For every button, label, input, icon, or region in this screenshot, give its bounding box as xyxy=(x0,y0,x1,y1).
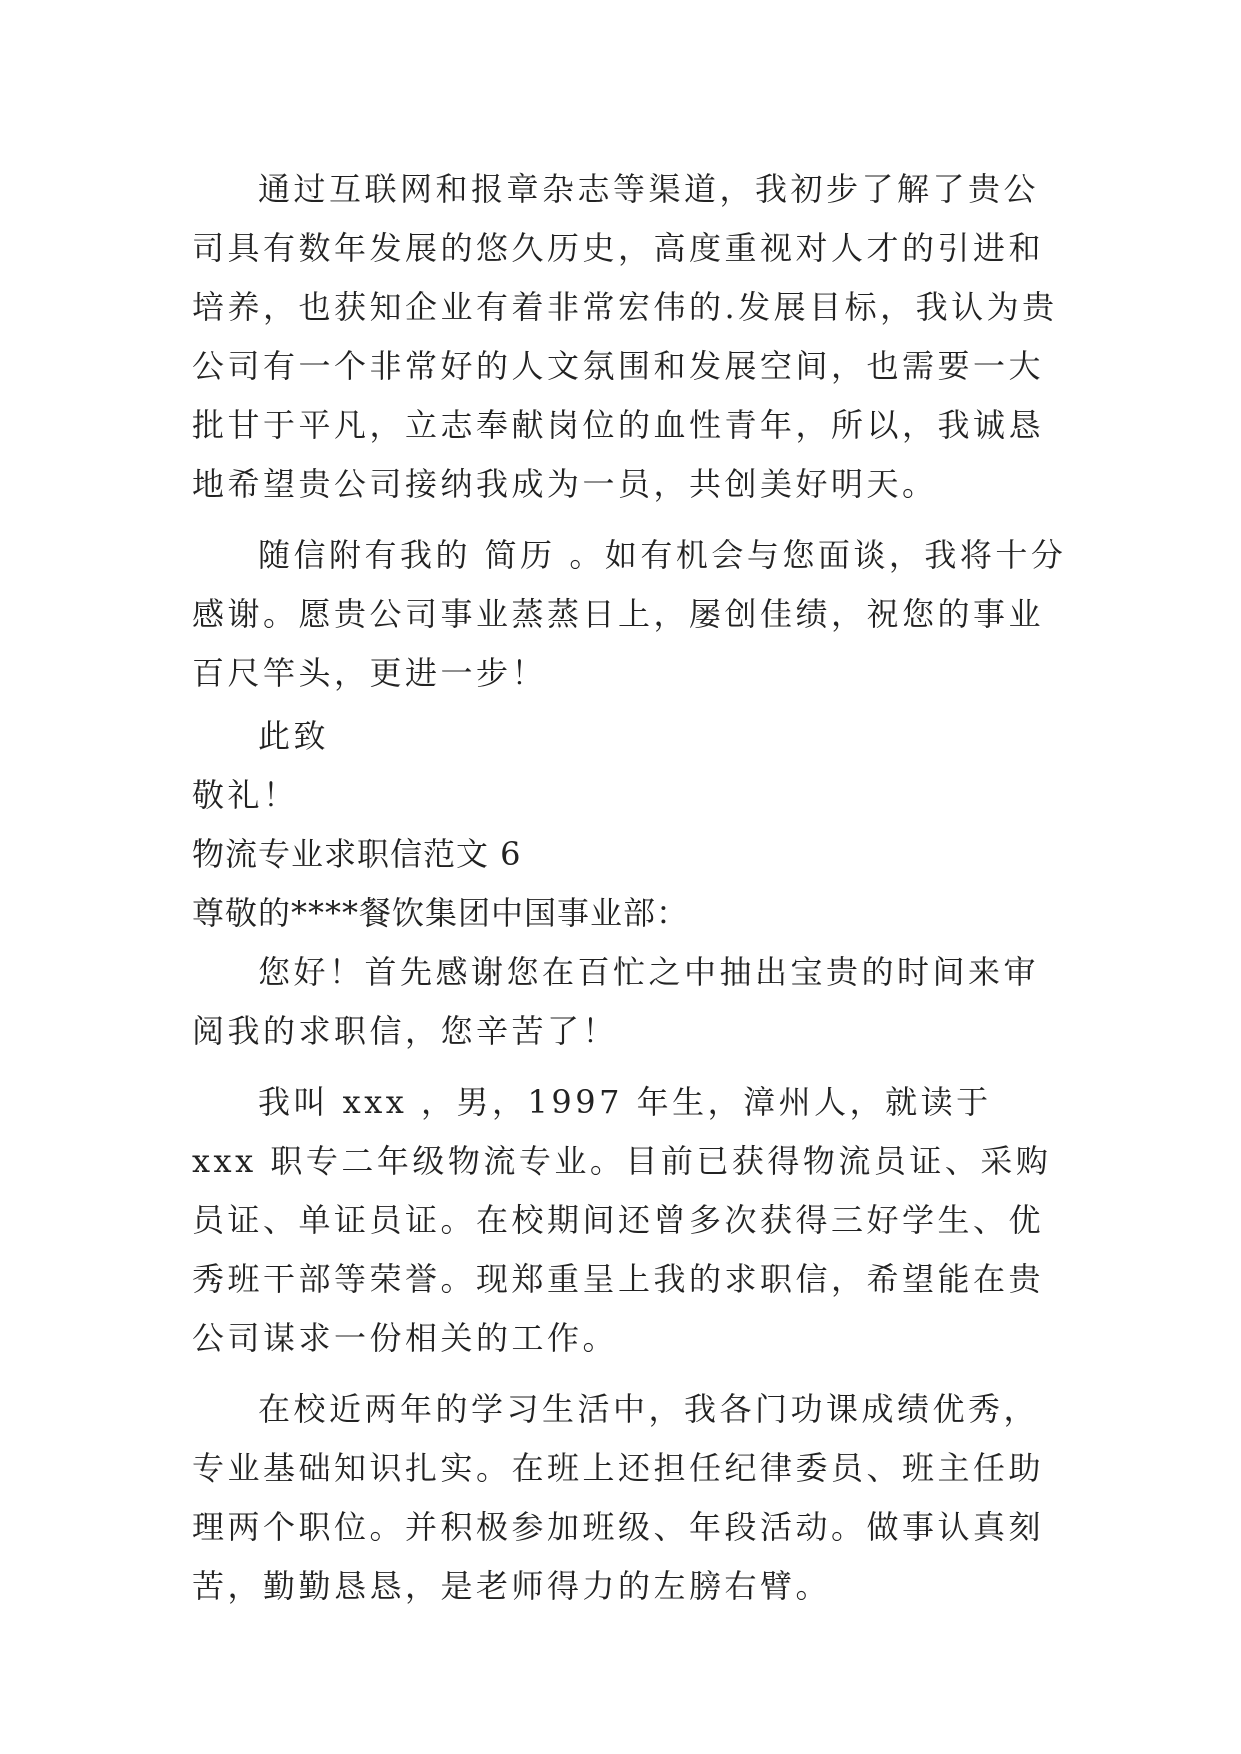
letter-recipient: 尊敬的****餐饮集团中国事业部： xyxy=(192,894,690,932)
document-body xyxy=(192,160,1067,1616)
closing-salutation: 此致 xyxy=(258,717,330,755)
closing-regards: 敬礼！ xyxy=(192,776,299,814)
paragraph-greeting: 您好！首先感谢您在百忙之中抽出宝贵的时间来审阅我的求职信，您辛苦了！ xyxy=(192,953,1040,1050)
section-title: 物流专业求职信范文 6 xyxy=(192,835,522,873)
paragraph-resume-attached: 随信附有我的 简历 。如有机会与您面谈，我将十分感谢。愿贵公司事业蒸蒸日上，屡创佳绩，祝您的事业百尺竿头，更进一步！ xyxy=(192,536,1067,692)
paragraph-company-intro: 通过互联网和报章杂志等渠道，我初步了解了贵公司具有数年发展的悠久历史，高度重视对人才的引进和培养，也获知企业有着非常宏伟的.发展目标，我认为贵公司有一个非常好的人文氛围和发展空间，也需要一大批甘于平凡，立志奉献岗位的血性青年，所以，我诚恳地希望贵公司接纳我成为一员，共创美好明天。 xyxy=(192,170,1058,503)
paragraph-school-performance: 在校近两年的学习生活中，我各门功课成绩优秀，专业基础知识扎实。在班上还担任纪律委员、班主任助理两个职位。并积极参加班级、年段活动。做事认真刻苦，勤勤恳恳，是老师得力的左膀右臂。 xyxy=(192,1390,1045,1605)
paragraph-self-introduction: 我叫 xxx ，男，1997 年生，漳州人，就读于 xxx 职专二年级物流专业。目前已获得物流员证、采购员证、单证员证。在校期间还曾多次获得三好学生、优秀班干部等荣誉。现郑重呈上我的求职信，希望能在贵公司谋求一份相关的工作。 xyxy=(192,1083,1052,1357)
